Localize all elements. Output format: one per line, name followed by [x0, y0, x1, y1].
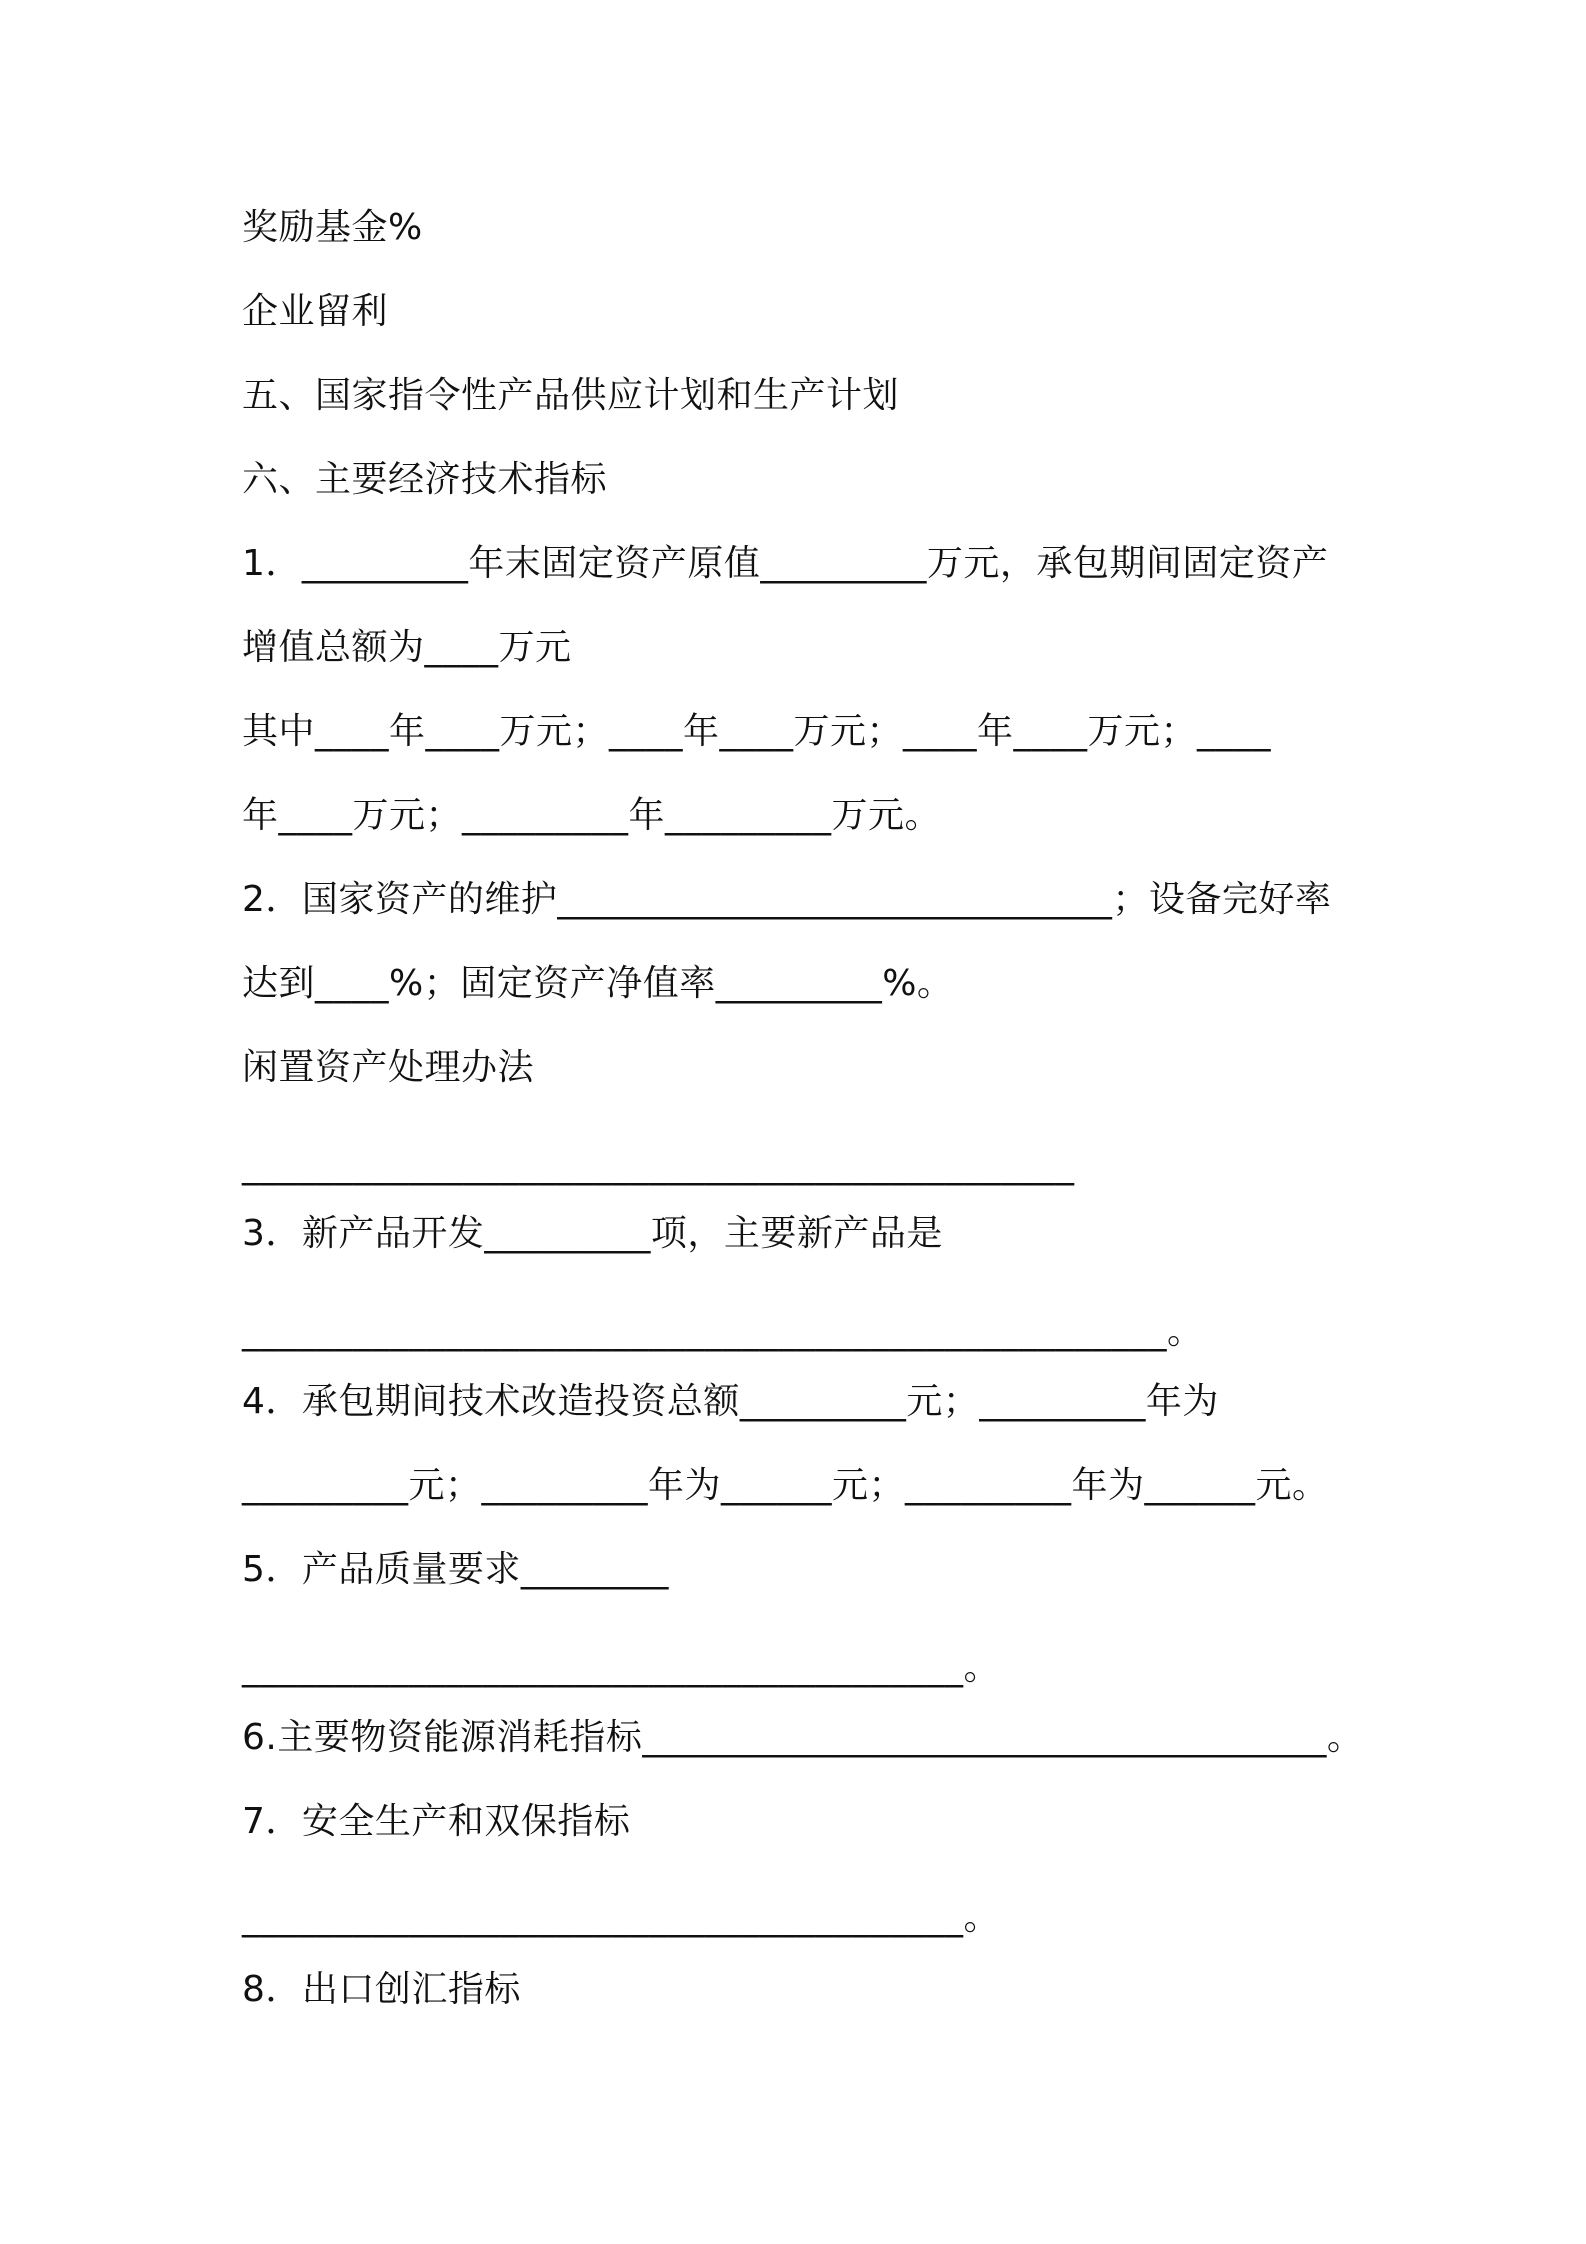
item-5-line-1: 5．产品质量要求________	[242, 1549, 669, 1590]
text-line-retained-profit: 企业留利	[242, 291, 389, 332]
item-7-line-1: 7．安全生产和双保指标	[242, 1801, 631, 1842]
item-4-line-1: 4．承包期间技术改造投资总额_________元；_________年为	[242, 1381, 1219, 1422]
section-heading-five: 五、国家指令性产品供应计划和生产计划	[242, 375, 900, 416]
item-2-line-2: 达到____%；固定资产净值率_________%。	[242, 963, 954, 1004]
item-1-line-4: 年____万元；_________年_________万元。	[242, 795, 942, 836]
item-5-blank-line: _______________________________________。	[242, 1647, 1000, 1688]
item-6-line: 6.主要物资能源消耗指标_____________________________________。	[242, 1717, 1364, 1758]
item-8-line: 8．出口创汇指标	[242, 1969, 521, 2010]
item-1-line-3: 其中____年____万元；____年____万元；____年____万元；____	[242, 711, 1272, 752]
item-1-line-1: 1．_________年末固定资产原值_________万元，承包期间固定资产	[242, 543, 1329, 584]
item-7-blank-line: _______________________________________。	[242, 1897, 1000, 1938]
text-line-reward-fund: 奖励基金%	[242, 207, 423, 248]
item-2-blank-line: _____________________________________________	[242, 1145, 1075, 1186]
section-heading-six: 六、主要经济技术指标	[242, 459, 608, 500]
item-2-line-3: 闲置资产处理办法	[242, 1047, 535, 1088]
item-3-line-1: 3．新产品开发_________项，主要新产品是	[242, 1213, 943, 1254]
item-3-blank-line: __________________________________________________。	[242, 1311, 1204, 1352]
item-4-line-2: _________元；_________年为______元；_________年为______元。	[242, 1465, 1329, 1506]
item-2-line-1: 2．国家资产的维护______________________________；设备完好率	[242, 879, 1332, 920]
item-1-line-2: 增值总额为____万元	[242, 627, 572, 668]
